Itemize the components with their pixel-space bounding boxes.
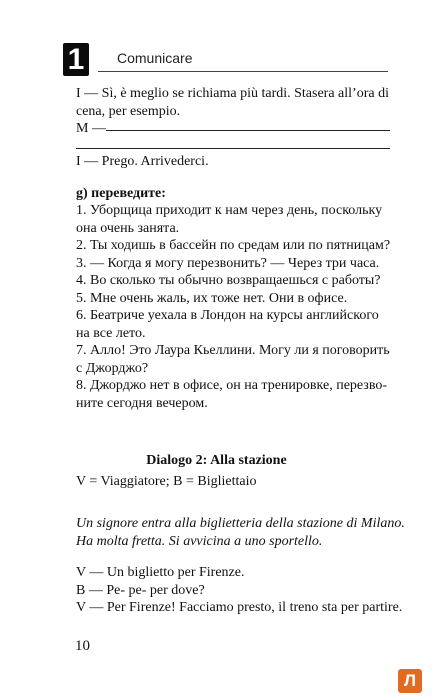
exercise-line: 5. Мне очень жаль, их тоже нет. Они в офисе. (76, 291, 348, 306)
exercise-line: с Джорджо? (76, 361, 149, 376)
exercise-line: 2. Ты ходишь в бассейн по средам или по пятницам? (76, 238, 391, 253)
scene-description: Ha molta fretta. Si avvicina a uno sportello. (76, 534, 323, 549)
dialogue-line: I — Sì, è meglio se richiama più tardi. Stasera all’ora di (76, 86, 389, 101)
chapter-tab (63, 43, 89, 76)
scene-description: Un signore entra alla biglietteria della stazione di Milano. (76, 516, 405, 531)
chapter-number: 1 (67, 42, 85, 76)
exercise-line: 8. Джорджо нет в офисе, он на тренировке, перезво- (76, 378, 387, 393)
exercise-line: 1. Уборщица приходит к нам через день, поскольку (76, 203, 383, 218)
running-header: Comunicare (117, 50, 193, 66)
exercise-line: на все лето. (76, 326, 146, 341)
dialogue-line: B — Pe- pe- per dove? (76, 583, 205, 598)
publisher-logo-icon: Л (398, 669, 422, 693)
dialogue-line-m: M — (76, 121, 106, 136)
exercise-line: 7. Алло! Это Лаура Кьеллини. Могу ли я поговорить (76, 343, 390, 358)
answer-blank-line (76, 148, 390, 149)
section-title: Dialogo 2: Alla stazione (146, 453, 287, 468)
exercise-line: 6. Беатриче уехала в Лондон на курсы английского (76, 308, 379, 323)
dialogue-line: V — Un biglietto per Firenze. (76, 565, 245, 580)
exercise-line: 3. — Когда я могу перезвонить? — Через три часа. (76, 256, 380, 271)
exercise-line: ните сегодня вечером. (76, 396, 208, 411)
answer-blank-line (106, 130, 390, 131)
page-number: 10 (75, 638, 90, 654)
roles-legend: V = Viaggiatore; B = Bigliettaio (76, 474, 257, 489)
dialogue-line: I — Prego. Arrivederci. (76, 154, 209, 169)
dialogue-line: cena, per esempio. (76, 104, 181, 119)
exercise-line: она очень занята. (76, 221, 180, 236)
header-rule (98, 71, 388, 72)
dialogue-line: V — Per Firenze! Facciamo presto, il treno sta per partire. (76, 600, 403, 615)
exercise-line: 4. Во сколько ты обычно возвращаешься с работы? (76, 273, 381, 288)
exercise-heading: g) переведите: (76, 186, 166, 201)
